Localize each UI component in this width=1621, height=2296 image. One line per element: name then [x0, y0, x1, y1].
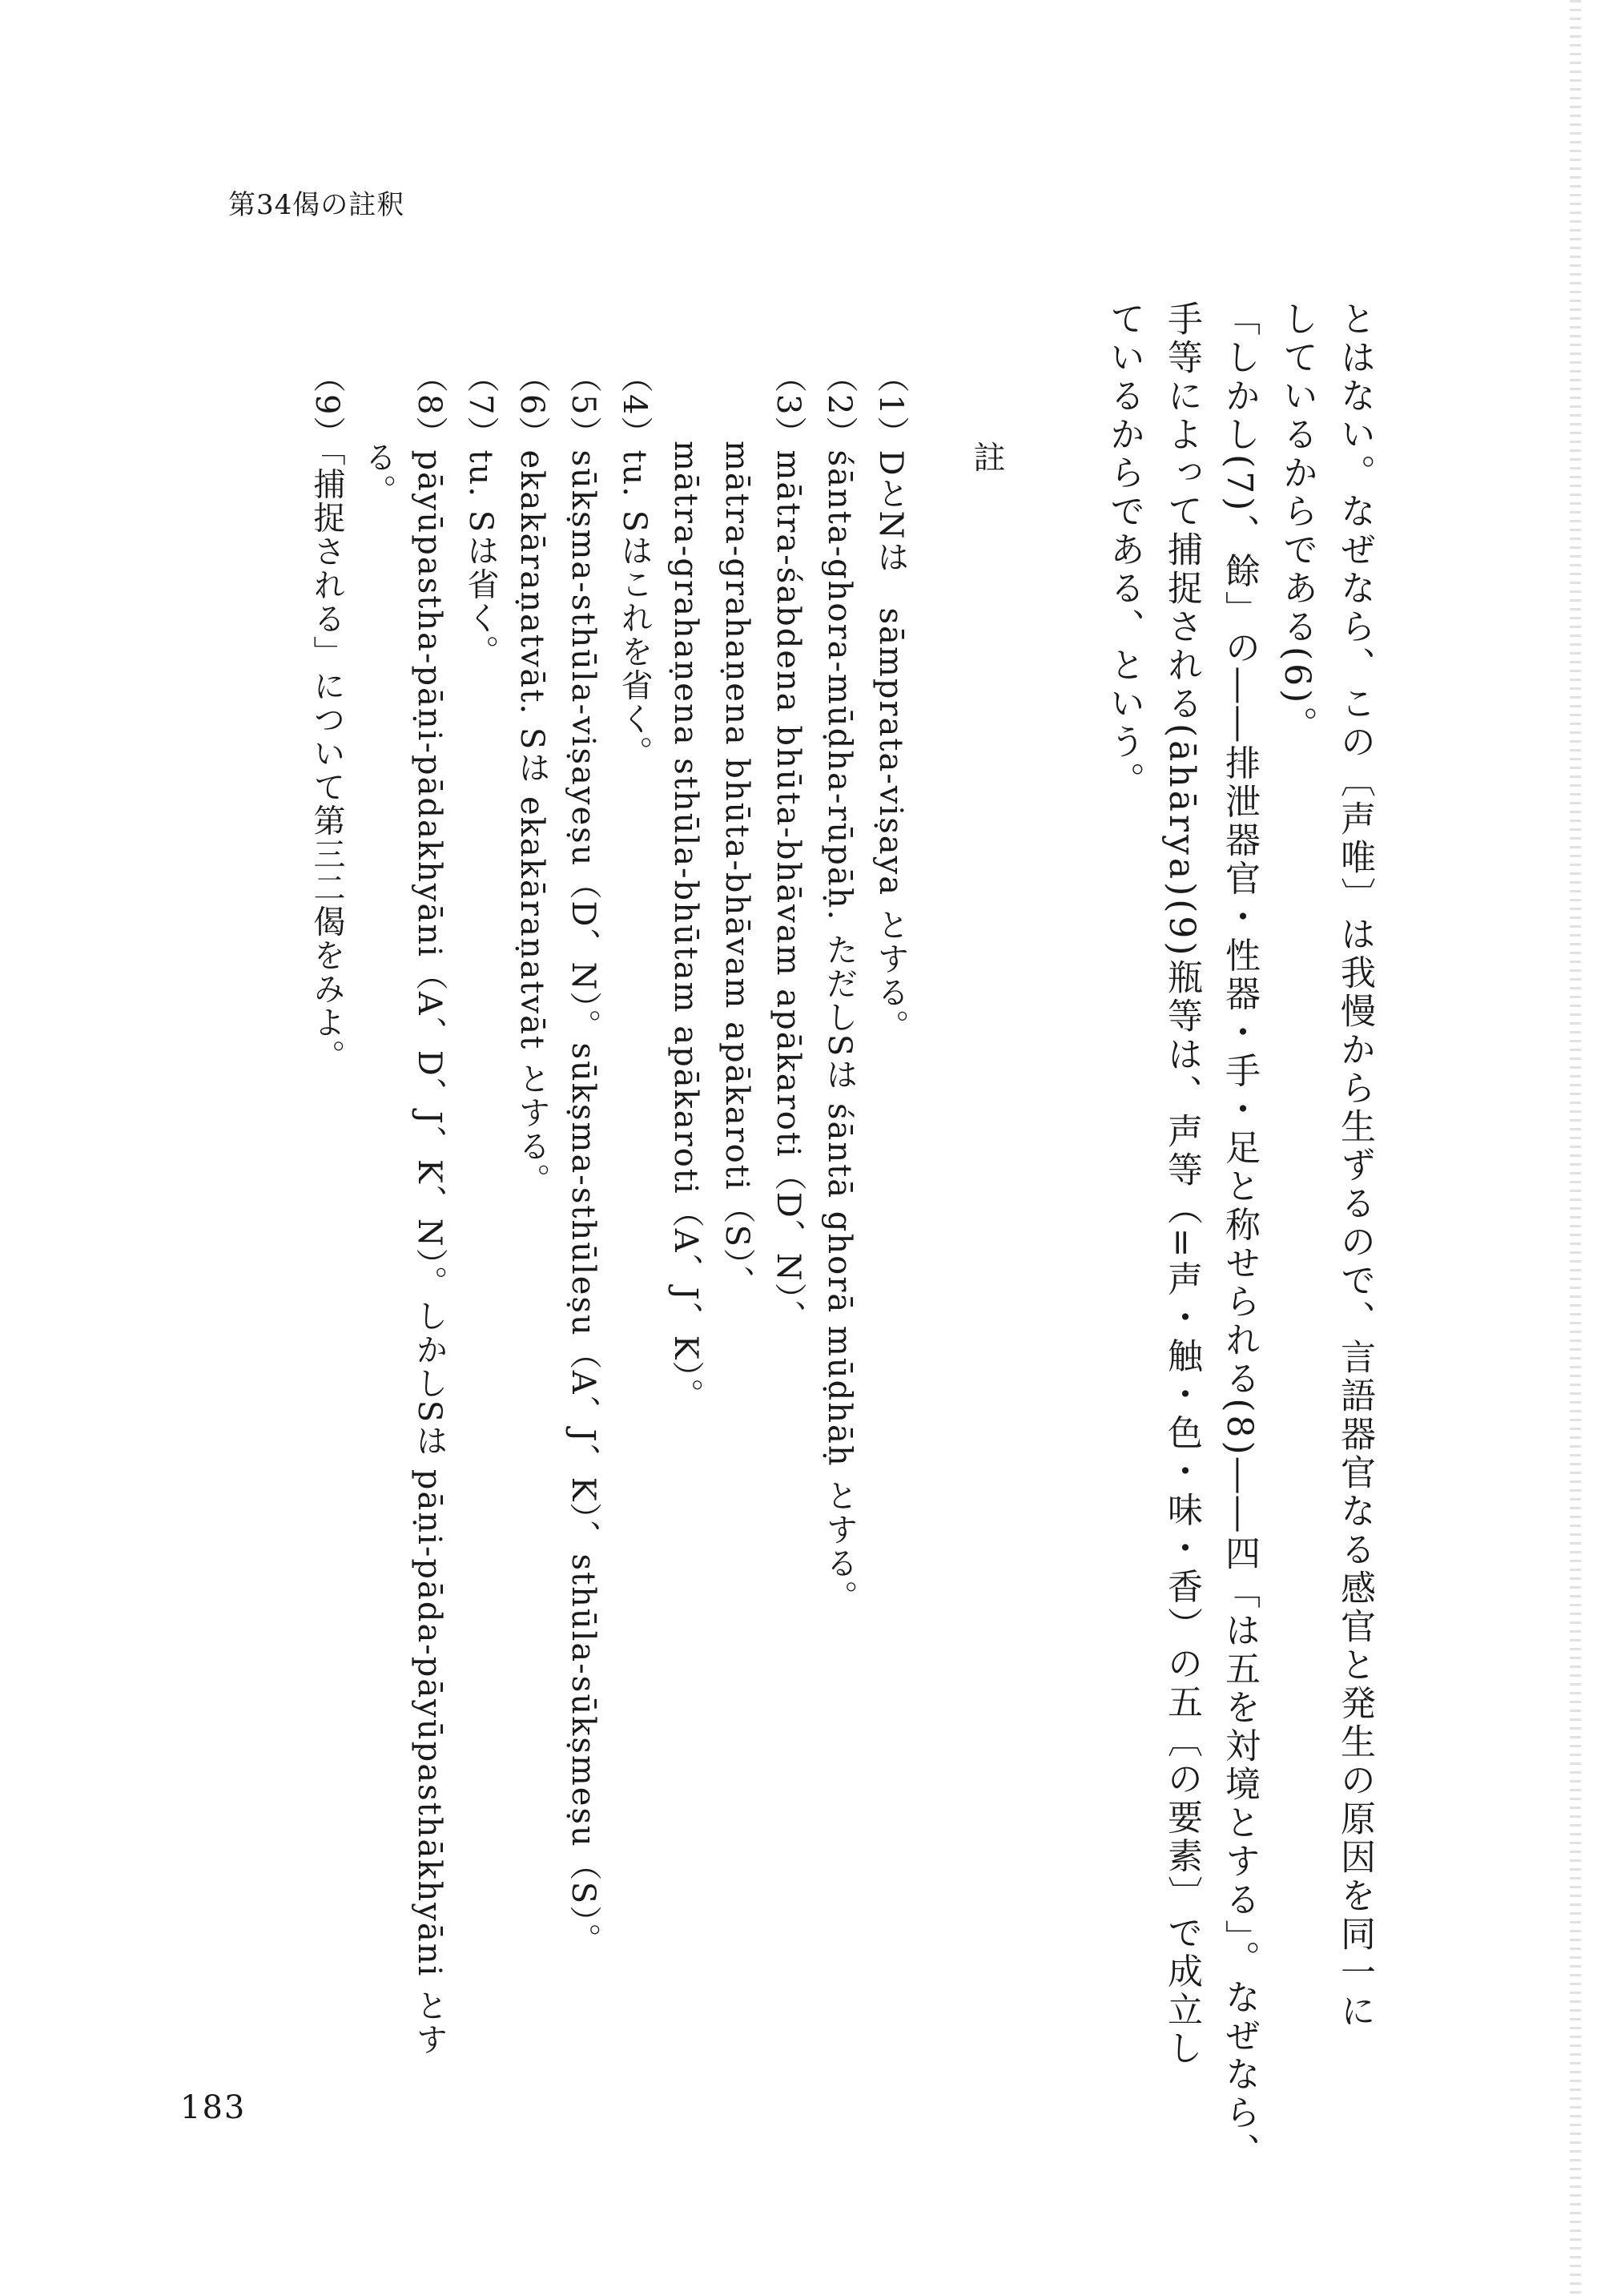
- note-3-cont-1: mātra-grahaṇena bhūta-bhāvam apākaroti（S）、: [718, 441, 755, 1300]
- note-6: （6）ekakāraṇatvāt. Sは ekakāraṇatvāt とする。: [513, 361, 550, 1197]
- body-line-4: 手等によって捕捉される(āhārya)(9)瓶等は、声等（=声・触・色・味・香）の五〔の要素〕で成立し: [1161, 300, 1202, 2068]
- note-3-cont-2: mātra-grahaṇena sthūla-bhūtam apākaroti（A、J、K）。: [667, 441, 704, 1412]
- note-9: （9）「捕捉される」について第三二偈をみよ。: [308, 361, 345, 1073]
- body-line-2: しているからである(6)。: [1277, 300, 1317, 745]
- note-3: （3）mātra-śabdena bhūta-bhāvam apākaroti（D、N）、: [770, 361, 806, 1334]
- note-7: （7）tu. Sは省く。: [462, 361, 499, 669]
- body-line-5: ているからである、という。: [1104, 300, 1144, 800]
- note-4: （4）tu. Sはこれを省く。: [616, 361, 653, 770]
- body-line-3: 「しかし(7)、餘」の――排泄器官・性器・手・足と称せられる(8)――四「は五を対境とする」。なぜなら、: [1219, 300, 1260, 2171]
- note-2: （2）śānta-ghora-mūḍha-rūpāḥ. ただしSは śāntā ghorā mūḍhāḥ とする。: [821, 361, 858, 1614]
- notes-title: 註: [968, 441, 1005, 474]
- note-8: （8）pāyūpastha-pāṇi-pādakhyāni（A、D、J、K、N）。しかしSは pāṇi-pāda-pāyūpasthākhyāni とす: [411, 361, 448, 2056]
- running-header: 第34偈の註釈: [228, 189, 405, 221]
- note-8-cont: る。: [360, 441, 396, 508]
- body-line-1: とはない。なぜなら、この〔声唯〕は我慢から生ずるので、言語器官なる感官と発生の原因を同一に: [1334, 300, 1375, 2031]
- note-1: （1）DとNは sāmprata-viṣaya とする。: [872, 361, 909, 1043]
- notes-section: [301, 361, 1012, 2056]
- note-5: （5）sūkṣma-sthūla-viṣayeṣu（D、N）。sūkṣma-sthūleṣu（A、J、K）、sthūla-sūkṣmeṣu（S）。: [565, 361, 601, 1957]
- page-number: 183: [180, 2089, 247, 2126]
- scan-edge-artifact: [1570, 0, 1581, 2296]
